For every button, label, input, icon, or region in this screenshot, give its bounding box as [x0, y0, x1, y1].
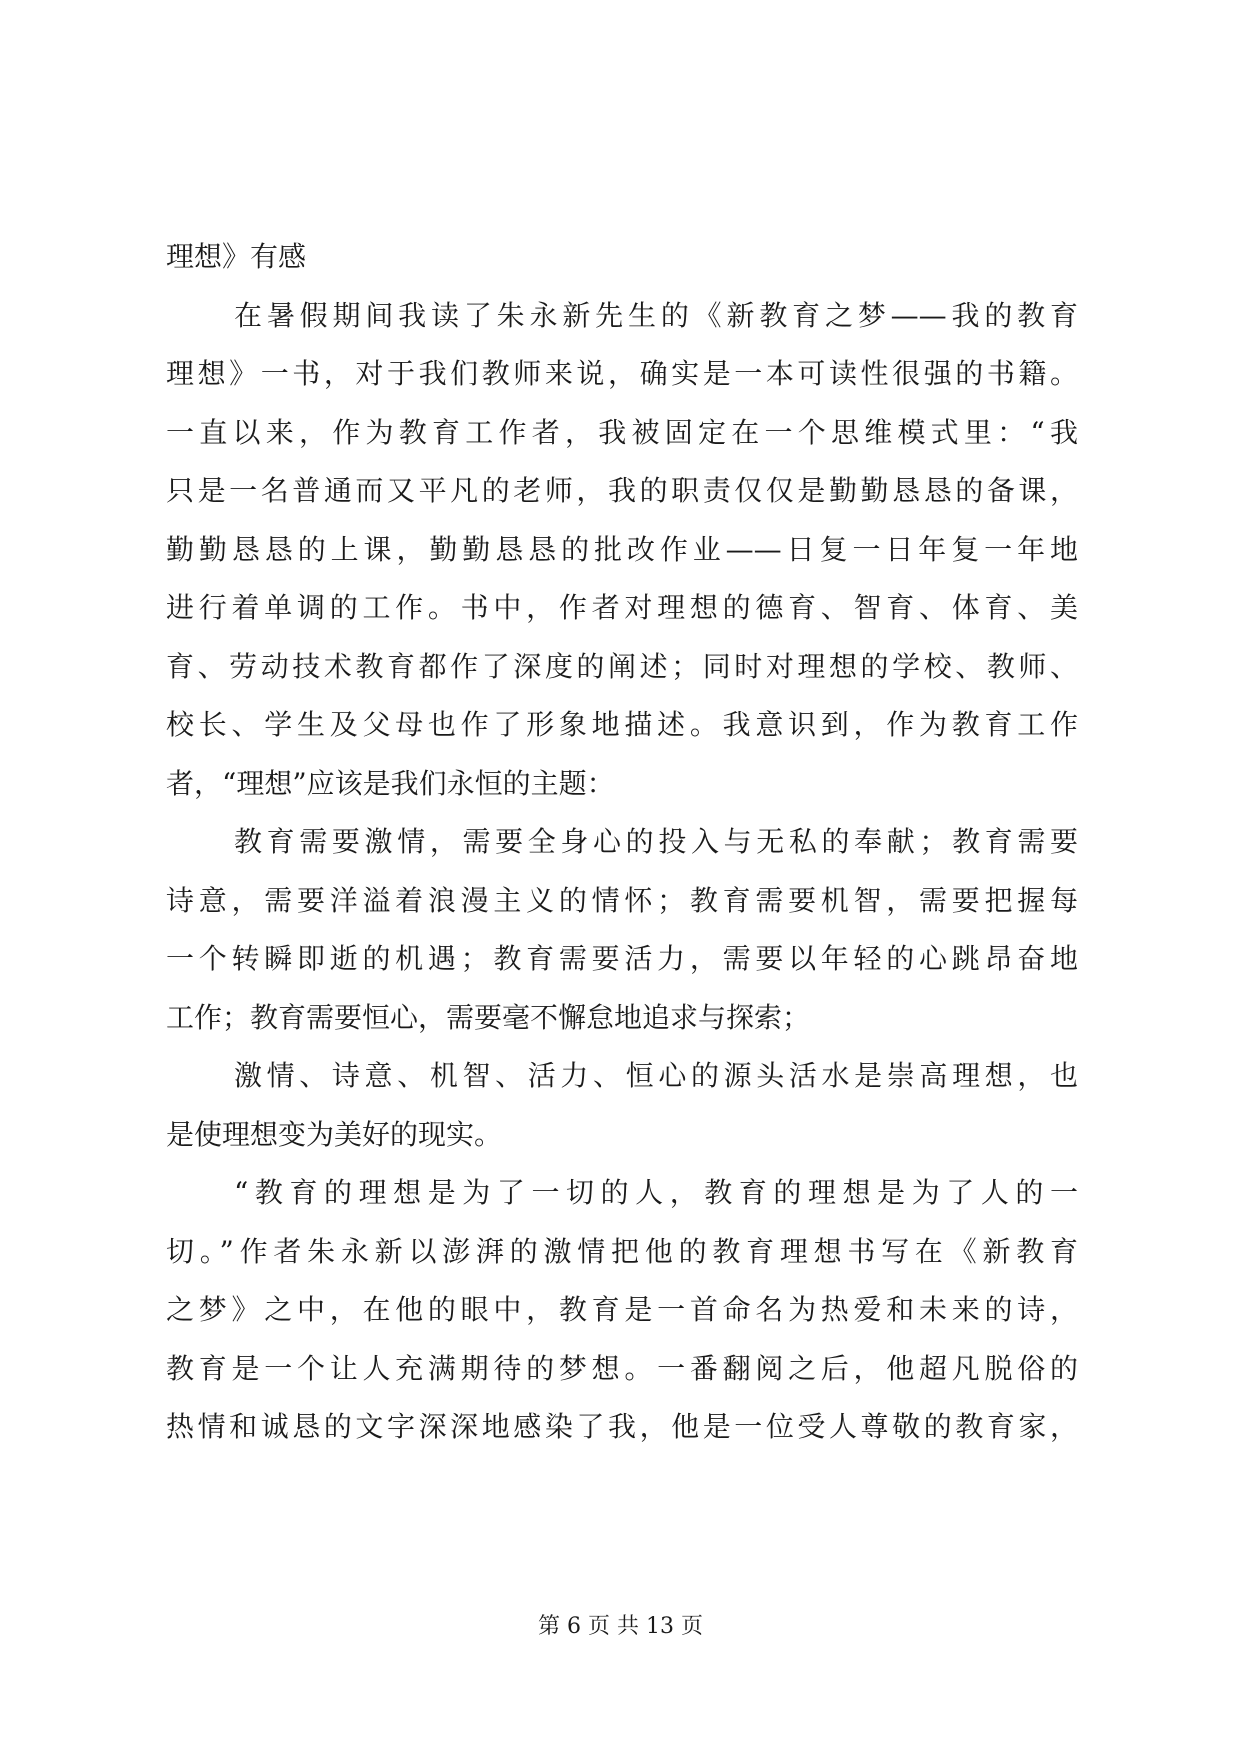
text-line: 之梦》之中，在他的眼中，教育是一首命名为热爱和未来的诗， — [166, 1293, 1078, 1326]
paragraph-start-line: “教育的理想是为了一切的人，教育的理想是为了人的一 — [234, 1176, 1078, 1209]
page-number-footer: 第 6 页 共 13 页 — [538, 1614, 703, 1639]
text-line: 诗意，需要洋溢着浪漫主义的情怀；教育需要机智，需要把握每 — [166, 883, 1078, 917]
text-line: 工作；教育需要恒心，需要毫不懈怠地追求与探索； — [166, 1000, 811, 1034]
text-line: 一直以来，作为教育工作者，我被固定在一个思维模式里：“我 — [166, 415, 1078, 449]
text-line: 只是一名普通而又平凡的老师，我的职责仅仅是勤勤恳恳的备课， — [166, 474, 1078, 507]
text-line: 勤勤恳恳的上课，勤勤恳恳的批改作业——日复一日年复一年地 — [166, 532, 1078, 566]
text-line: 教育是一个让人充满期待的梦想。一番翻阅之后，他超凡脱俗的 — [166, 1351, 1078, 1385]
text-line: 理想》有感 — [166, 240, 307, 273]
paragraph-start-line: 教育需要激情，需要全身心的投入与无私的奉献；教育需要 — [234, 825, 1078, 858]
text-line: 校长、学生及父母也作了形象地描述。我意识到，作为教育工作 — [166, 708, 1078, 741]
text-line: 者，“理想”应该是我们永恒的主题： — [166, 766, 615, 800]
text-line: 进行着单调的工作。书中，作者对理想的德育、智育、体育、美 — [166, 591, 1078, 624]
paragraph-start-line: 激情、诗意、机智、活力、恒心的源头活水是崇高理想，也 — [234, 1059, 1078, 1092]
text-line: 育、劳动技术教育都作了深度的阐述；同时对理想的学校、教师、 — [166, 649, 1078, 683]
text-line: 一个转瞬即逝的机遇；教育需要活力，需要以年轻的心跳昂奋地 — [166, 942, 1078, 975]
text-line: 切。”作者朱永新以澎湃的激情把他的教育理想书写在《新教育 — [166, 1234, 1078, 1268]
text-line: 是使理想变为美好的现实。 — [166, 1117, 503, 1151]
document-body — [166, 228, 1078, 1457]
text-line: 热情和诚恳的文字深深地感染了我，他是一位受人尊敬的教育家， — [166, 1410, 1078, 1443]
paragraph-start-line: 在暑假期间我读了朱永新先生的《新教育之梦——我的教育 — [234, 298, 1078, 332]
text-line: 理想》一书，对于我们教师来说，确实是一本可读性很强的书籍。 — [166, 357, 1078, 390]
